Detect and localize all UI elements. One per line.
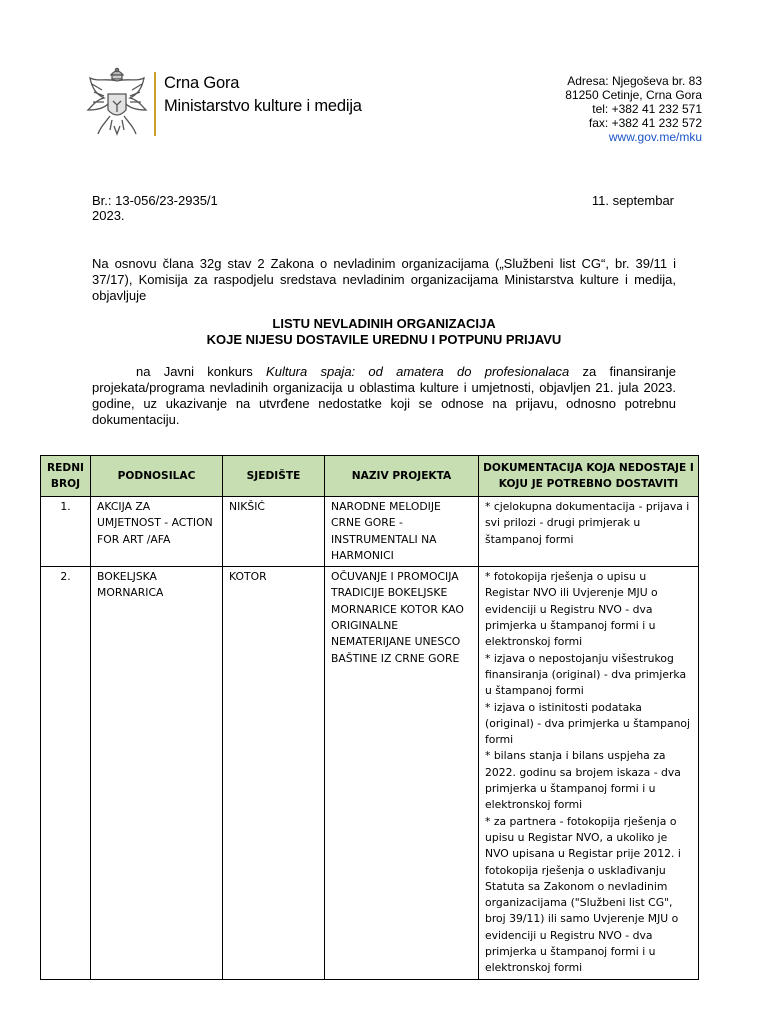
row-number: 1. [41, 497, 91, 567]
address-line: 81250 Cetinje, Crna Gora [565, 88, 702, 102]
table-row [41, 567, 699, 979]
body-text-before: na Javni konkurs [136, 364, 267, 379]
header-no: REDNI BROJ [41, 456, 91, 497]
org-line-country: Crna Gora [164, 74, 240, 92]
missing-doc-item: * za partnera - fotokopija rješenja o upisu u Registar NVO, a ukoliko je NVO upisana u Registar prije 2012. i fotokopija rješenja o usklađivanju Statuta sa Zakonom o nevladinim organizacijama ("Službeni list CG", broj 39/11) ili samo Uvjerenje MJU o evidenciji u Registru NVO - dva primjerka u štampanoj formi i u elektronskoj formi [485, 814, 681, 975]
row-seat: NIKŠIĆ [223, 497, 325, 567]
document-date: 11. septembar [591, 193, 674, 208]
document-title [92, 316, 676, 348]
competition-name: Kultura spaja: od amatera do profesionalaca [266, 364, 570, 379]
header-project: NAZIV PROJEKTA [325, 456, 479, 497]
row-docs [479, 567, 699, 979]
row-applicant: BOKELJSKA MORNARICA [91, 567, 223, 979]
table-header-row [41, 456, 699, 497]
reference-year: 2023. [92, 208, 125, 223]
address-line: Adresa: Njegoševa br. 83 [567, 74, 702, 88]
reference-number [92, 193, 218, 223]
title-line: KOJE NIJESU DOSTAVILE UREDNU I POTPUNU PRIJAVU [206, 332, 562, 347]
organization-name [164, 72, 362, 118]
organizations-table [40, 455, 699, 980]
address-line: fax: +382 41 232 572 [588, 116, 702, 130]
missing-doc-item: * cjelokupna dokumentacija - prijava i svi prilozi - drugi primjerak u štampanoj formi [485, 500, 690, 546]
row-docs [479, 497, 699, 567]
body-paragraph [92, 364, 676, 428]
row-number: 2. [41, 567, 91, 979]
row-applicant: AKCIJA ZA UMJETNOST - ACTION FOR ART /AFA [91, 497, 223, 567]
header-seat: SJEDIŠTE [223, 456, 325, 497]
address-line: tel: +382 41 232 571 [592, 102, 702, 116]
title-line: LISTU NEVLADINIH ORGANIZACIJA [272, 316, 496, 331]
missing-doc-item: * izjava o nepostojanju višestrukog finansiranja (original) - dva primjerka u štampanoj formi [485, 651, 687, 698]
header-applicant: PODNOSILAC [91, 456, 223, 497]
missing-doc-item: * bilans stanja i bilans uspjeha za 2022. godinu sa brojem iskaza - dva primjerka u štampanoj formi i u elektronskoj formi [485, 749, 681, 812]
row-seat: KOTOR [223, 567, 325, 979]
org-line-ministry: Ministarstvo kulture i medija [164, 97, 362, 115]
intro-paragraph: Na osnovu člana 32g stav 2 Zakona o nevladinim organizacijama („Službeni list CG“, br. 39/11 i 37/17), Komisija za raspodjelu sredstava nevladinim organizacijama Ministarstva kulture i medija, objavljuje [92, 256, 676, 303]
website-link[interactable]: www.gov.me/mku [608, 130, 702, 144]
row-project: NARODNE MELODIJE CRNE GORE - INSTRUMENTALI NA HARMONICI [325, 497, 479, 567]
missing-doc-item: * fotokopija rješenja o upisu u Registar NVO ili Uvjerenje MJU o evidenciji u Registru NVO - dva primjerka u štampanoj formi i u elektronskoj formi [485, 570, 658, 649]
row-project: OČUVANJE I PROMOCIJA TRADICIJE BOKELJSKE MORNARICE KOTOR KAO ORIGINALNE NEMATERIJANE UNESCO BAŠTINE IZ CRNE GORE [325, 567, 479, 979]
coat-of-arms-icon [84, 66, 150, 138]
reference-code: Br.: 13-056/23-2935/1 [92, 193, 218, 208]
table-row [41, 497, 699, 567]
header-docs: DOKUMENTACIJA KOJA NEDOSTAJE I KOJU JE POTREBNO DOSTAVITI [479, 456, 699, 497]
header-divider [154, 72, 156, 136]
missing-doc-item: * izjava o istinitosti podataka (original) - dva primjerka u štampanoj formi [485, 700, 691, 747]
body-text-after: za finansiranje projekata/programa nevladinih organizacija u oblastima kulture i umjetnosti, objavljen 21. jula 2023. godine, uz ukazivanje na utvrđene nedostatke koji se odnose na prijavu, odnosno potrebnu dokumentaciju. [92, 364, 676, 427]
address-block [565, 74, 702, 144]
